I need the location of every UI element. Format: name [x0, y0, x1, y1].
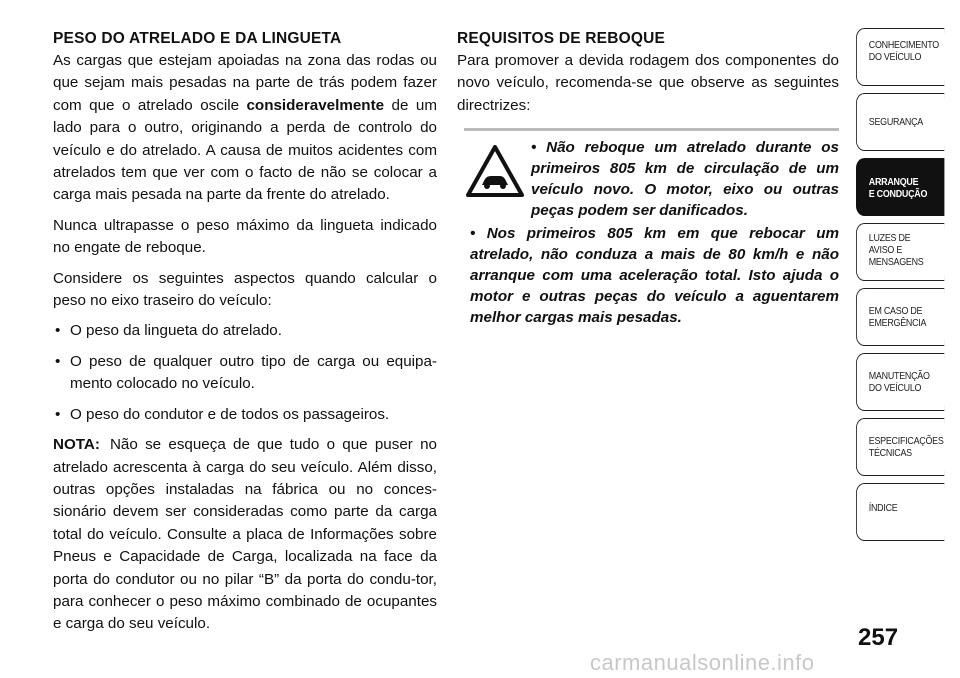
- watermark: carmanualsonline.info: [590, 650, 815, 675]
- paragraph-load-sway: As cargas que estejam apoiadas na zona das rodas ou que sejam mais pesadas na parte de trás podem fazer com que o atrelado oscile consideravelmente de um lado para o outro, originando a perda de controlo do veículo e do atrelado. A causa de muitos acidentes com atrelados tem que ver com o facto de não se colocar a carga mais pesada na parte da frente do atrelado.: [53, 52, 437, 204]
- section-heading-trailer-weight: PESO DO ATRELADO E DA LINGUETA: [53, 30, 342, 47]
- tab-maintenance[interactable]: MANUTENÇÃO DO VEÍCULO: [856, 353, 944, 411]
- page-number: 257: [858, 624, 899, 651]
- left-column: [53, 28, 437, 644]
- section-heading-towing-requirements: REQUISITOS DE REBOQUE: [457, 30, 666, 47]
- note-label: NOTA:: [53, 436, 100, 454]
- tab-starting-driving[interactable]: ARRANQUE E CONDUÇÃO: [856, 158, 944, 216]
- right-column: [457, 28, 839, 125]
- warning-box: [464, 128, 839, 328]
- paragraph-rear-axle: Considere os seguintes aspectos quando calcular o peso no eixo traseiro do veículo:: [53, 269, 437, 310]
- warning-text-1: • Não reboque um atrelado durante os primeiros 805 km de circulação de um veículo novo. O motor, eixo ou outras peças podem ser danificados.: [531, 139, 839, 219]
- list-item: • O peso da lingueta do atrelado.: [53, 320, 437, 342]
- paragraph-towing-intro: Para promover a devida rodagem dos componentes do novo veículo, recomenda-se que observe as seguintes directrizes:: [457, 52, 839, 114]
- tab-vehicle-knowledge[interactable]: CONHECIMENTO DO VEÍCULO: [856, 28, 944, 86]
- list-item: • O peso do condutor e de todos os passageiros.: [53, 404, 437, 426]
- tab-specifications[interactable]: ESPECIFICAÇÕES TÉCNICAS: [856, 418, 944, 476]
- paragraph-max-tongue-weight: Nunca ultrapasse o peso máximo da lingueta indicado no engate de reboque.: [53, 216, 437, 257]
- list-item: • O peso de qualquer outro tipo de carga ou equipa-mento colocado no veículo.: [53, 351, 437, 396]
- tab-safety[interactable]: SEGURANÇA: [856, 93, 944, 151]
- warning-text-2: • Nos primeiros 805 km em que rebocar um atrelado, não conduza a mais de 80 km/h e não arranque com uma aceleração total. Isto ajuda o motor e outras peças do veículo a aguentarem melhor cargas mais pesadas.: [470, 225, 839, 326]
- warning-triangle-icon: [464, 143, 526, 199]
- tab-emergency[interactable]: EM CASO DE EMERGÊNCIA: [856, 288, 944, 346]
- chapter-tabs: [856, 28, 960, 548]
- tab-index[interactable]: ÍNDICE: [856, 483, 944, 541]
- tab-warning-lights[interactable]: LUZES DE AVISO E MENSAGENS: [856, 223, 944, 281]
- note-paragraph: NOTA: Não se esqueça de que tudo o que puser no atrelado acrescenta à carga do seu veículo. Além disso, outras opções instaladas na fábrica ou no conces-sionário devem ser consideradas como parte da carga total do veículo. Consulte a placa de Informações sobre Pneus e Capacidade de Carga, localizada na face da porta do condutor ou no pilar “B” da porta do condu-tor, para conhecer o peso máximo combinado de ocupantes e carga do seu veículo.: [53, 436, 437, 633]
